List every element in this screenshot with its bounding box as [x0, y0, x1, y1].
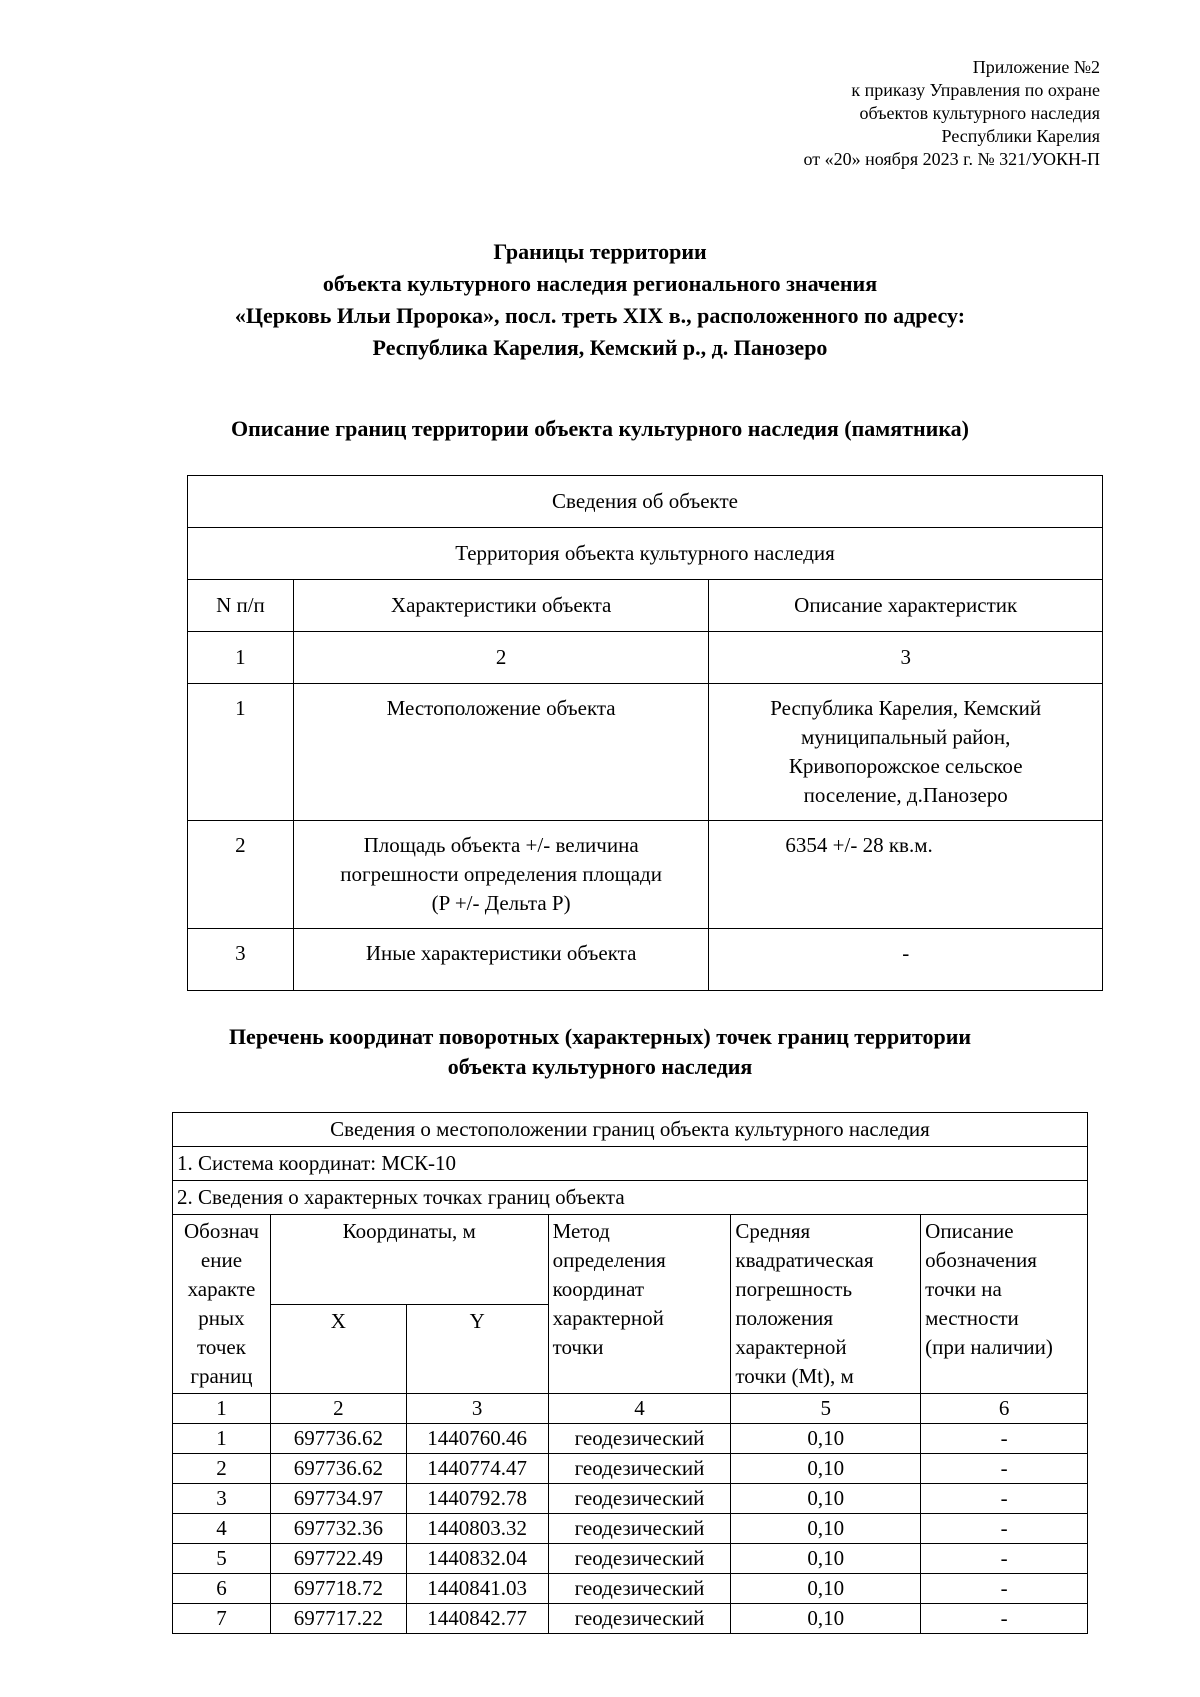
index-cell: 2: [270, 1394, 406, 1424]
index-cell: 1: [188, 632, 294, 684]
x-value: 697717.22: [270, 1604, 406, 1634]
location-value: -: [921, 1484, 1088, 1514]
error-value: 0,10: [731, 1424, 921, 1454]
index-cell: 1: [173, 1394, 271, 1424]
coordinates-heading: [0, 1022, 1200, 1082]
coordinates-table: [172, 1112, 1088, 1634]
object-info-table: [187, 475, 1103, 991]
y-value: 1440760.46: [406, 1424, 548, 1454]
header-line: положения: [735, 1306, 833, 1330]
table-row: [173, 1424, 1088, 1454]
point-id: 2: [173, 1454, 271, 1484]
heading-line: объекта культурного наследия: [447, 1054, 753, 1079]
table-index-row: [173, 1394, 1088, 1424]
x-value: 697736.62: [270, 1454, 406, 1484]
index-cell: 3: [709, 632, 1103, 684]
approval-block: [803, 56, 1100, 171]
point-id: 6: [173, 1574, 271, 1604]
location-description-header: [921, 1215, 1088, 1394]
x-header: X: [270, 1304, 406, 1394]
approval-line: объектов культурного наследия: [859, 103, 1100, 123]
index-cell: 4: [548, 1394, 731, 1424]
table-header-row: [188, 580, 1103, 632]
point-id: 1: [173, 1424, 271, 1454]
x-value: 697736.62: [270, 1424, 406, 1454]
characteristic-line: Площадь объекта +/- величина: [363, 833, 639, 857]
index-cell: 6: [921, 1394, 1088, 1424]
characteristic-line: (P +/- Дельта P): [431, 891, 571, 915]
header-line: точки: [552, 1335, 604, 1359]
error-value: 0,10: [731, 1544, 921, 1574]
y-value: 1440792.78: [406, 1484, 548, 1514]
header-line: ение: [200, 1248, 243, 1272]
description-cell: 6354 +/- 28 кв.м.: [709, 821, 1103, 929]
method-value: геодезический: [548, 1424, 731, 1454]
table-row: [173, 1574, 1088, 1604]
description-cell: [709, 684, 1103, 821]
header-line: рных: [198, 1306, 245, 1330]
header-line: границ: [190, 1364, 253, 1388]
coordinates-header: Координаты, м: [270, 1215, 548, 1305]
table-row: [173, 1484, 1088, 1514]
method-value: геодезический: [548, 1604, 731, 1634]
error-header: [731, 1215, 921, 1394]
error-value: 0,10: [731, 1514, 921, 1544]
x-value: 697718.72: [270, 1574, 406, 1604]
table-row: [188, 528, 1103, 580]
table-banner: Территория объекта культурного наследия: [188, 528, 1103, 580]
header-line: обозначения: [925, 1248, 1037, 1272]
title-line: «Церковь Ильи Пророка», посл. треть XIX в., расположенного по адресу:: [234, 303, 966, 328]
characteristic-cell: Местоположение объекта: [293, 684, 709, 821]
table-row: [173, 1544, 1088, 1574]
x-value: 697732.36: [270, 1514, 406, 1544]
y-value: 1440841.03: [406, 1574, 548, 1604]
table-index-row: [188, 632, 1103, 684]
header-line: точки на: [925, 1277, 1002, 1301]
method-value: геодезический: [548, 1514, 731, 1544]
point-id: 5: [173, 1544, 271, 1574]
method-value: геодезический: [548, 1544, 731, 1574]
index-cell: 5: [731, 1394, 921, 1424]
location-value: -: [921, 1514, 1088, 1544]
header-line: определения: [552, 1248, 666, 1272]
characteristic-cell: Иные характеристики объекта: [293, 929, 709, 991]
table-row: [188, 821, 1103, 929]
description-line: муниципальный район,: [800, 725, 1011, 749]
approval-line: от «20» ноября 2023 г. № 321/УОКН-П: [803, 149, 1100, 169]
header-line: Обознач: [183, 1219, 259, 1243]
description-cell: -: [709, 929, 1103, 991]
method-value: геодезический: [548, 1484, 731, 1514]
header-line: Метод: [552, 1219, 610, 1243]
approval-line: Республики Карелия: [941, 126, 1100, 146]
location-value: -: [921, 1454, 1088, 1484]
header-line: Описание: [925, 1219, 1014, 1243]
table-header-row: [173, 1215, 1088, 1305]
title-line: Республика Карелия, Кемский р., д. Панозеро: [372, 335, 828, 360]
characteristic-cell: [293, 821, 709, 929]
y-value: 1440803.32: [406, 1514, 548, 1544]
index-cell: 3: [406, 1394, 548, 1424]
title-line: Границы территории: [493, 239, 707, 264]
approval-line: к приказу Управления по охране: [851, 80, 1100, 100]
row-number: 2: [188, 821, 294, 929]
header-line: точек: [196, 1335, 246, 1359]
table-row: [188, 476, 1103, 528]
header-line: точки (Mt), м: [735, 1364, 854, 1388]
row-number: 1: [188, 684, 294, 821]
boundary-description-heading: [0, 414, 1200, 444]
location-value: -: [921, 1604, 1088, 1634]
y-value: 1440832.04: [406, 1544, 548, 1574]
index-cell: 2: [293, 632, 709, 684]
table-row: [173, 1454, 1088, 1484]
description-line: Республика Карелия, Кемский: [770, 696, 1042, 720]
heading-line: Описание границ территории объекта культурного наследия (памятника): [231, 416, 969, 441]
table-row: [173, 1113, 1088, 1147]
point-id: 3: [173, 1484, 271, 1514]
coordinate-system-line: 1. Система координат: МСК-10: [173, 1147, 1088, 1181]
table-row: [173, 1181, 1088, 1215]
header-line: квадратическая: [735, 1248, 874, 1272]
y-value: 1440842.77: [406, 1604, 548, 1634]
column-header: Описание характеристик: [709, 580, 1103, 632]
title-line: объекта культурного наследия регионального значения: [322, 271, 878, 296]
table-row: [173, 1514, 1088, 1544]
header-line: координат: [552, 1277, 645, 1301]
location-value: -: [921, 1424, 1088, 1454]
header-line: характерной: [735, 1335, 847, 1359]
header-line: (при наличии): [925, 1335, 1053, 1359]
error-value: 0,10: [731, 1454, 921, 1484]
table-banner: Сведения о местоположении границ объекта культурного наследия: [173, 1113, 1088, 1147]
header-line: Средняя: [735, 1219, 811, 1243]
location-value: -: [921, 1544, 1088, 1574]
header-line: характерной: [552, 1306, 664, 1330]
description-line: поселение, д.Панозеро: [803, 783, 1008, 807]
column-header: Характеристики объекта: [293, 580, 709, 632]
y-value: 1440774.47: [406, 1454, 548, 1484]
designation-header: [173, 1215, 271, 1394]
error-value: 0,10: [731, 1574, 921, 1604]
header-line: погрешность: [735, 1277, 853, 1301]
method-value: геодезический: [548, 1454, 731, 1484]
point-id: 7: [173, 1604, 271, 1634]
location-value: -: [921, 1574, 1088, 1604]
table-row: [188, 684, 1103, 821]
table-row: [173, 1147, 1088, 1181]
x-value: 697722.49: [270, 1544, 406, 1574]
method-value: геодезический: [548, 1574, 731, 1604]
characteristic-line: погрешности определения площади: [340, 862, 662, 886]
error-value: 0,10: [731, 1604, 921, 1634]
x-value: 697734.97: [270, 1484, 406, 1514]
error-value: 0,10: [731, 1484, 921, 1514]
approval-line: Приложение №2: [972, 57, 1100, 77]
table-row: [173, 1604, 1088, 1634]
row-number: 3: [188, 929, 294, 991]
header-line: местности: [925, 1306, 1019, 1330]
description-line: Кривопорожское сельское: [788, 754, 1023, 778]
point-id: 4: [173, 1514, 271, 1544]
heading-line: Перечень координат поворотных (характерных) точек границ территории: [228, 1024, 972, 1049]
table-row: [188, 929, 1103, 991]
header-line: характе: [187, 1277, 256, 1301]
table-banner: Сведения об объекте: [188, 476, 1103, 528]
document-title: [0, 236, 1200, 364]
points-info-line: 2. Сведения о характерных точках границ объекта: [173, 1181, 1088, 1215]
y-header: Y: [406, 1304, 548, 1394]
column-header: N п/п: [188, 580, 294, 632]
method-header: [548, 1215, 731, 1394]
